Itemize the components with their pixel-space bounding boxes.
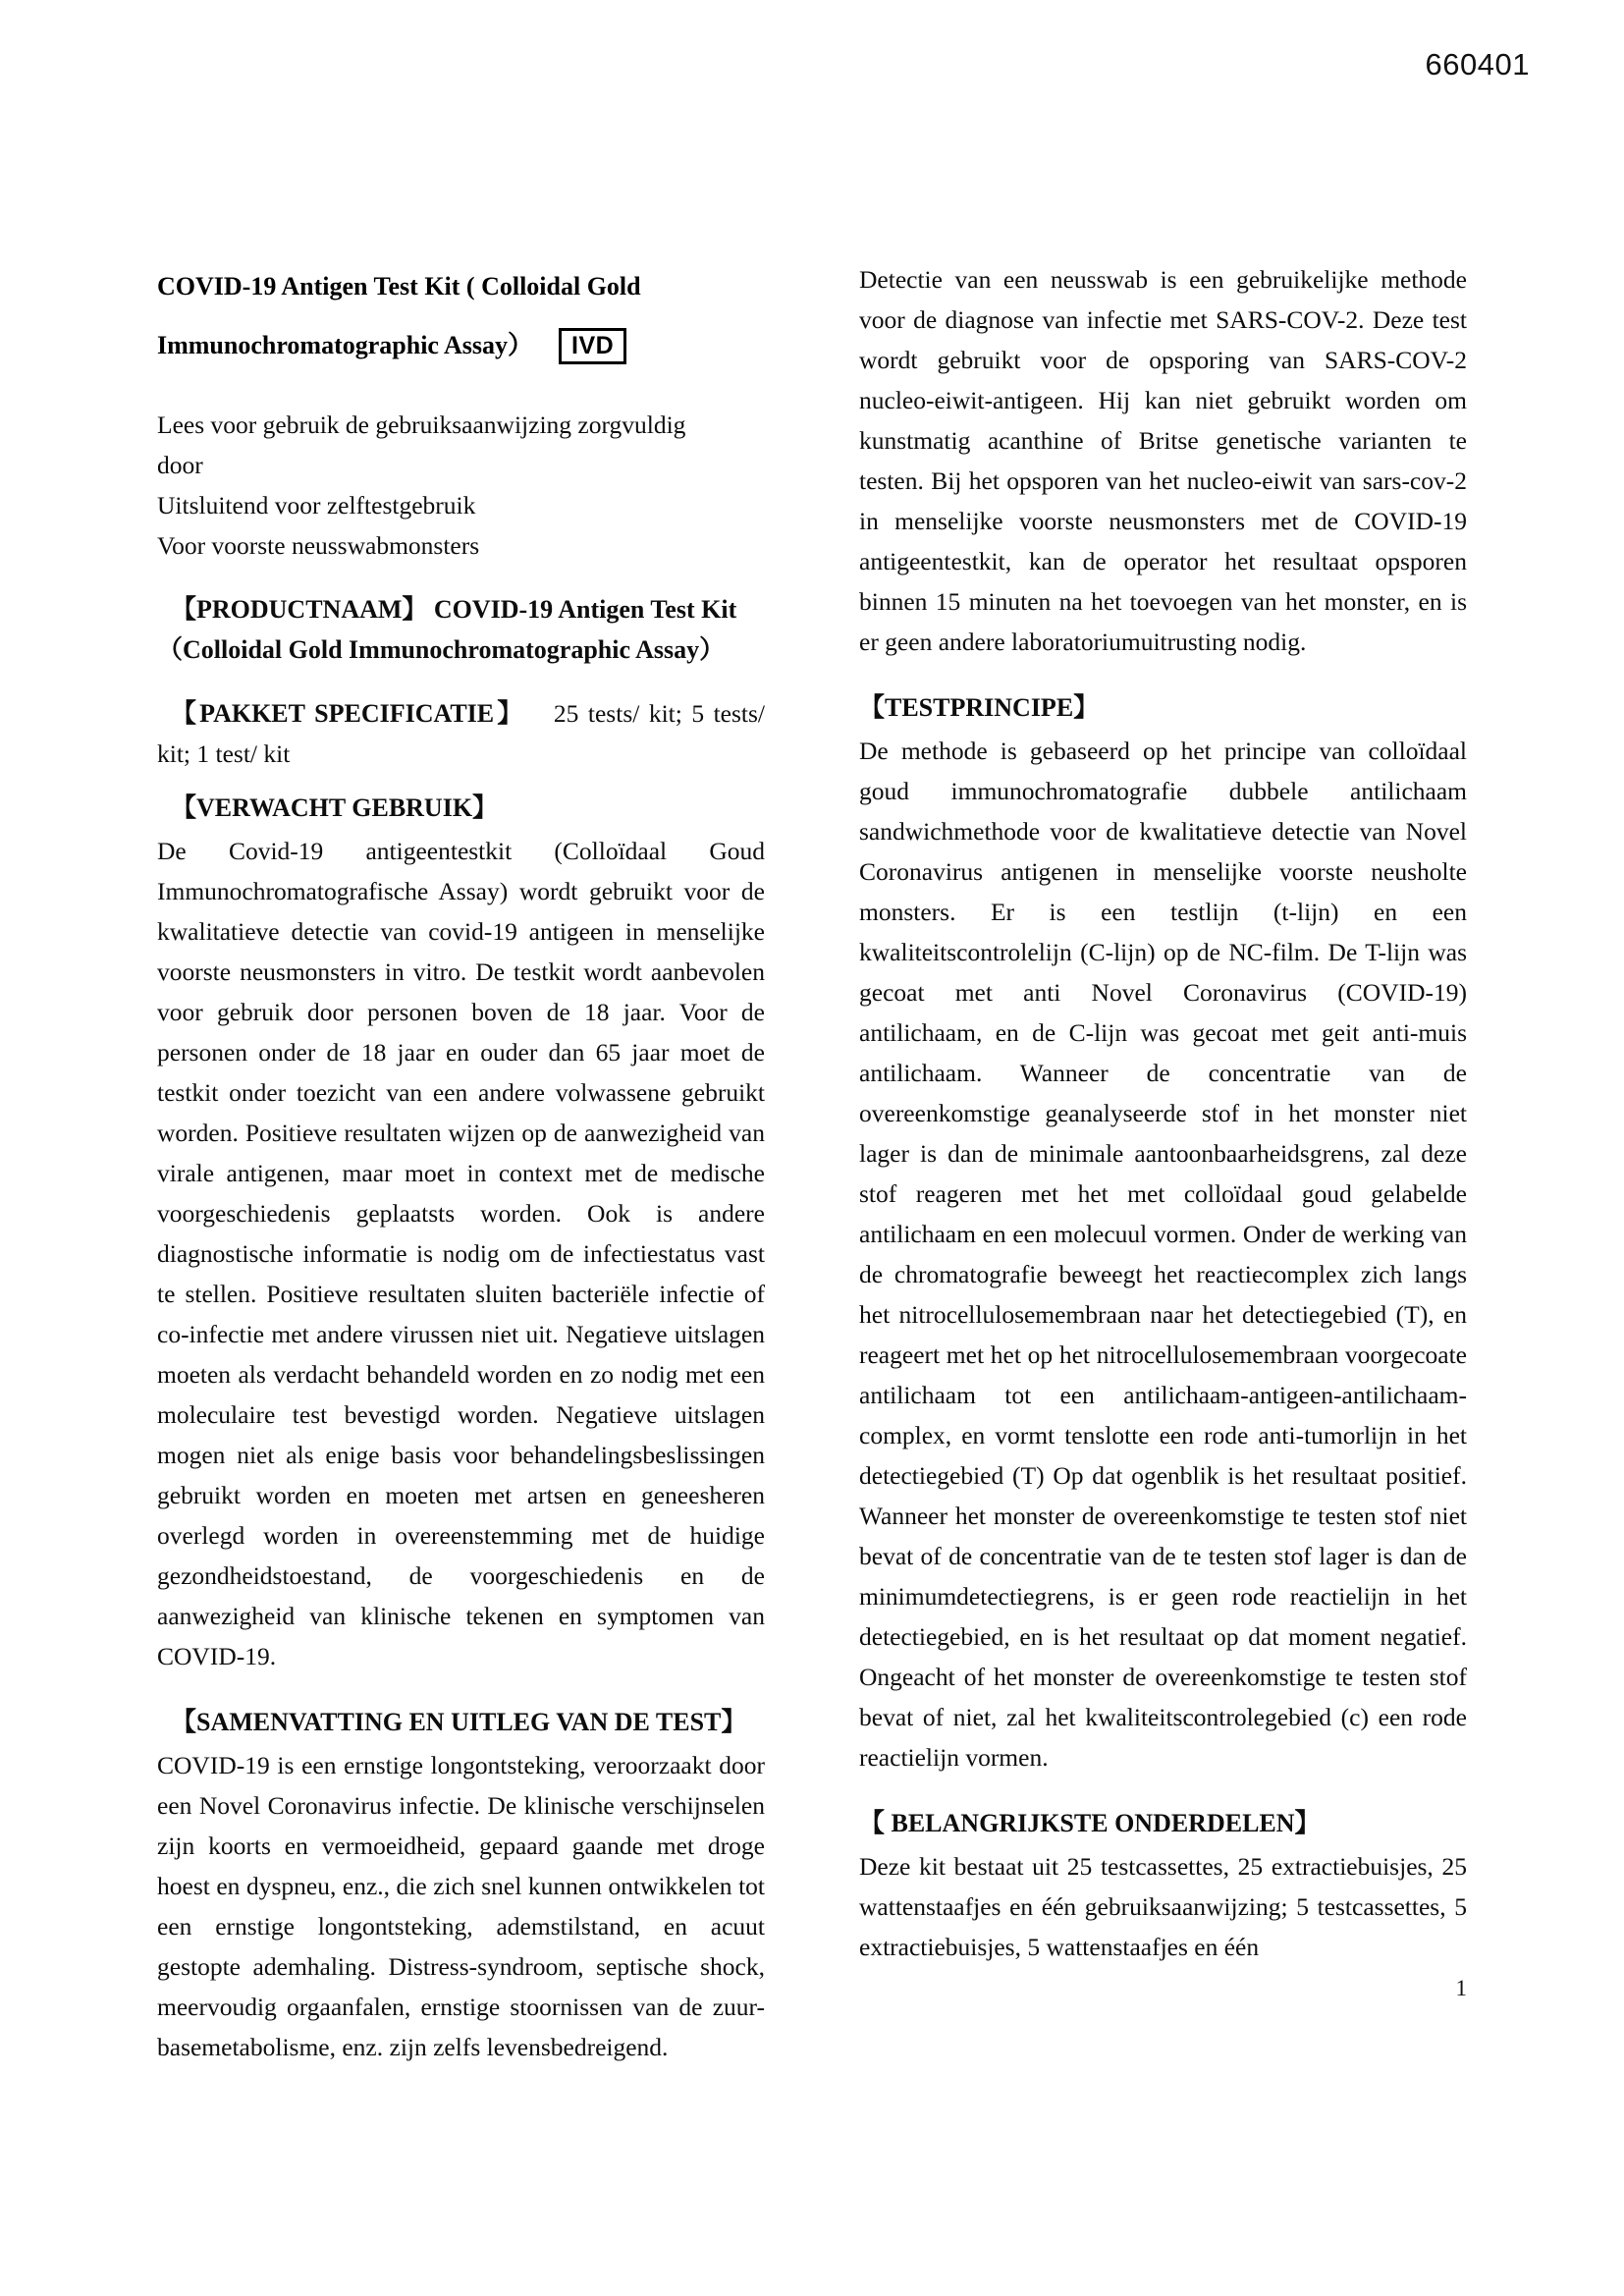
product-title-line-1: COVID-19 Antigen Test Kit ( Colloidal Gold — [157, 272, 641, 301]
product-title-line-2-row — [157, 316, 765, 375]
section-verwacht-gebruik-body: De Covid-19 antigeentestkit (Colloïdaal Goud Immunochromatografische Assay) wordt gebruikt voor de kwalitatieve detectie van covid-19 antigeen in menselijke voorste neusmonsters in vitro. De testkit wordt aanbevolen voor gebruik door personen boven de 18 jaar. Voor de personen onder de 18 jaar en ouder dan 65 jaar moet de testkit onder toezicht van een andere volwassene gebruikt worden. Positieve resultaten wijzen op de aanwezigheid van virale antigenen, maar moet in context met de medische voorgeschiedenis geplaatsts worden. Ook is andere diagnostische informatie is nodig om de infectiestatus vast te stellen. Positieve resultaten sluiten bacteriële infectie of co-infectie met andere virussen niet uit. Negatieve uitslagen moeten als verdacht behandeld worden en zo nodig met een moleculaire test bevestigd worden. Negatieve uitslagen mogen niet als enige basis voor behandelingsbeslissingen gebruikt worden en moeten met artsen en geneesheren overlegd worden in overeenstemming met de huidige gezondheidstoestand, de voorgeschiedenis en de aanwezigheid van klinische tekenen en symptomen van COVID-19. — [157, 837, 765, 1670]
ivd-badge: IVD — [559, 328, 626, 364]
section-testprincipe-body: De methode is gebaseerd op het principe van colloïdaal goud immunochromatografie dubbele antilichaam sandwichmethode voor de kwalitatieve detectie van Novel Coronavirus antigenen in menselijke voorste neusholte monsters. Er is een testlijn (t-lijn) en een kwaliteitscontrolelijn (C-lijn) op de NC-film. De T-lijn was gecoat met anti Novel Coronavirus (COVID-19) antilichaam, en de C-lijn was gecoat met geit anti-muis antilichaam. Wanneer de concentratie van de overeenkomstige geanalyseerde stof in het monster niet lager is dan de minimale aantoonbaarheidsgrens, zal deze stof reageren met het met colloïdaal goud gelabelde antilichaam en een molecuul vormen. Onder de werking van de chromatografie beweegt het reactiecomplex zich langs het nitrocellulosemembraan naar het detectiegebied (T), en reageert met het op het nitrocellulosemembraan voorgecoate antilichaam tot een antilichaam-antigeen-antilichaam-complex, en vormt tenslotte een rode anti-tumorlijn in het detectiegebied (T) Op dat ogenblik is het resultaat positief. Wanneer het monster de overeenkomstige te testen stof niet bevat of de concentratie van de te testen stof lager is dan de minimumdetectiegrens, is er geen rode reactielijn in het detectiegebied, en is het resultaat op dat moment negatief. Ongeacht of het monster de overeenkomstige te testen stof bevat of niet, zal het kwaliteitscontrolegebied (c) een rode reactielijn vormen. — [859, 737, 1467, 1772]
section-productnaam — [157, 589, 765, 670]
product-title — [157, 257, 765, 375]
section-productnaam-heading: 【PRODUCTNAAM】 — [171, 595, 428, 624]
product-title-line-2: Immunochromatographic Assay） — [157, 331, 534, 359]
lede-line-3: Uitsluitend voor zelftestgebruik — [157, 491, 476, 519]
lede-line-1: Lees voor gebruik de gebruiksaanwijzing zorgvuldig — [157, 410, 686, 439]
two-column-body — [157, 257, 1467, 2067]
section-testprincipe-heading: 【TESTPRINCIPE】 — [859, 693, 1100, 722]
usage-lede — [157, 405, 765, 566]
right-column — [859, 257, 1467, 1967]
left-column — [157, 257, 765, 2067]
section-pakket-specificatie-value: 25 tests/ kit; 5 tests/ kit; 1 test/ kit — [157, 699, 765, 768]
section-pakket-specificatie-heading: 【PAKKET SPECIFICATIE】 — [171, 699, 526, 728]
lede-line-2: door — [157, 451, 203, 479]
lede-line-4: Voor voorste neusswabmonsters — [157, 531, 480, 560]
section-belangrijkste-onderdelen-heading: 【 BELANGRIJKSTE ONDERDELEN】 — [859, 1809, 1321, 1837]
section-pakket-specificatie — [157, 693, 765, 774]
section-belangrijkste-onderdelen-body: Deze kit bestaat uit 25 testcassettes, 25 extractiebuisjes, 25 wattenstaafjes en één gebruiksaanwijzing; 5 testcassettes, 5 extractiebuisjes, 5 wattenstaafjes en één — [859, 1852, 1467, 1961]
section-samenvatting-body-continued: Detectie van een neusswab is een gebruikelijke methode voor de diagnose van infectie met SARS-COV-2. Deze test wordt gebruikt voor de opsporing van SARS-COV-2 nucleo-eiwit-antigeen. Hij kan niet gebruikt worden om kunstmatig acanthine of Britse genetische varianten te testen. Bij het opsporen van het nucleo-eiwit van sars-cov-2 in menselijke voorste neusmonsters met de COVID-19 antigeentestkit, kan de operator het resultaat opsporen binnen 15 minuten na het toevoegen van het monster, en is er geen andere laboratoriumuitrusting nodig. — [859, 265, 1467, 656]
page-number: 1 — [1455, 1976, 1467, 2000]
document-number: 660401 — [1425, 47, 1530, 82]
section-productnaam-value-line-2: （Colloidal Gold Immunochromatographic Assay） — [157, 635, 726, 664]
section-samenvatting-heading: 【SAMENVATTING EN UITLEG VAN DE TEST】 — [171, 1708, 747, 1736]
section-productnaam-value-line-1: COVID-19 Antigen Test Kit — [433, 595, 737, 624]
section-samenvatting-body: COVID-19 is een ernstige longontsteking, veroorzaakt door een Novel Coronavirus infectie. De klinische verschijnselen zijn koorts en vermoeidheid, gepaard gaande met droge hoest en dyspneu, enz., die zich snel kunnen ontwikkelen tot een ernstige longontsteking, ademstilstand, en acuut gestopte ademhaling. Distress-syndroom, septische shock, meervoudig orgaanfalen, ernstige stoornissen van de zuur-basemetabolisme, enz. zijn zelfs levensbedreigend. — [157, 1751, 765, 2061]
section-verwacht-gebruik-heading: 【VERWACHT GEBRUIK】 — [171, 793, 499, 822]
